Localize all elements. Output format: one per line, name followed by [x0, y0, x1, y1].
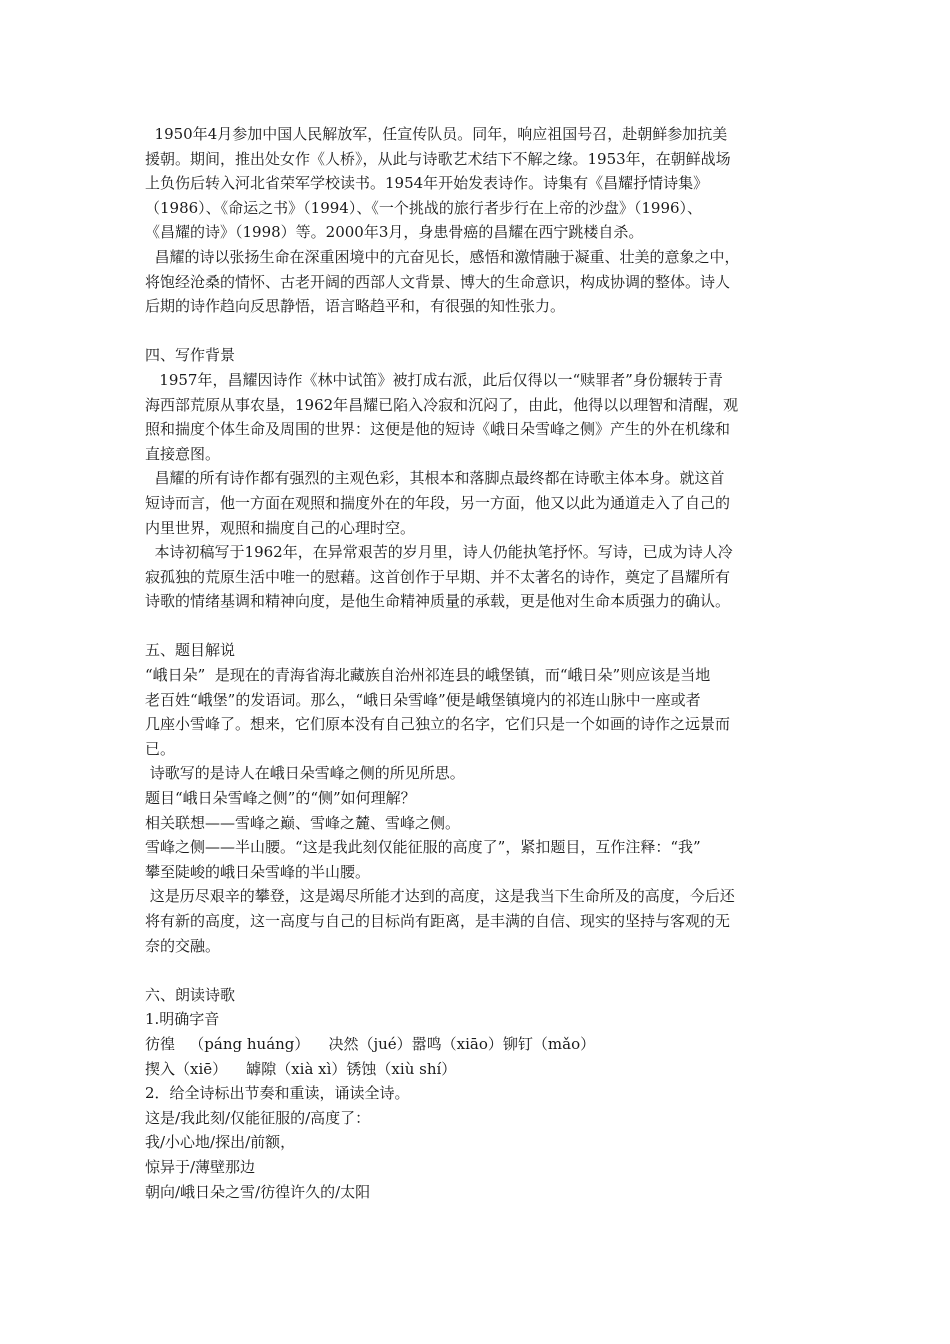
text-line: 雪峰之侧——半山腰。“这是我此刻仅能征服的高度了”，紧扣题目，互作注释：“我” [145, 838, 701, 857]
blank-line [145, 614, 825, 639]
section-heading-background: 四、写作背景 [145, 346, 236, 365]
text-line: 昌耀的诗以张扬生命在深重困境中的亢奋见长，感悟和激情融于凝重、壮美的意象之中， [145, 247, 740, 266]
text-line: 后期的诗作趋向反思静悟，语言略趋平和，有很强的知性张力。 [145, 297, 566, 316]
style-paragraph [145, 245, 825, 319]
text-line: 寂孤独的荒原生活中唯一的慰藉。这首创作于早期、并不太著名的诗作，奠定了昌耀所有 [145, 567, 731, 586]
text-line: 将饱经沧桑的情怀、古老开阔的西部人文背景、博大的生命意识，构成协调的整体。诗人 [145, 272, 731, 291]
pronunciation-line: 彷徨 （páng huáng） 决然（jué）嚣鸣（xiāo）铆钉（mǎo） [145, 1034, 596, 1053]
text-line: 内里世界，观照和揣度自己的心理时空。 [145, 518, 416, 537]
poem-line: 这是/我此刻/仅能征服的/高度了： [145, 1108, 371, 1127]
background-paragraph-3 [145, 540, 825, 614]
association-line: 相关联想——雪峰之巅、雪峰之麓、雪峰之侧。 [145, 813, 461, 832]
section-heading-title-explanation: 五、题目解说 [145, 641, 236, 660]
text-line: 几座小雪峰了。想来，它们原本没有自己独立的名字，它们只是一个如画的诗作之远景而 [145, 715, 731, 734]
explanation-paragraph [145, 835, 825, 884]
subheading-rhythm: 2．给全诗标出节奏和重读，诵读全诗。 [145, 1084, 410, 1103]
text-line: “峨日朵” 是现在的青海省海北藏族自治州祁连县的峨堡镇，而“峨日朵”则应该是当地 [145, 666, 711, 685]
text-line: 攀至陡峻的峨日朵雪峰的半山腰。 [145, 862, 371, 881]
text-line: 援朝。期间，推出处女作《人桥》，从此与诗歌艺术结下不解之缘。1953年，在朝鲜战场 [145, 149, 731, 168]
poem-line: 朝向/峨日朵之雪/彷徨许久的/太阳 [145, 1182, 371, 1201]
pronunciation-line: 揳入（xiē） 罅隙（xià xì）锈蚀（xiù shí） [145, 1059, 457, 1078]
subheading-pronunciation: 1.明确字音 [145, 1010, 220, 1029]
text-line: 直接意图。 [145, 444, 221, 463]
poem-line: 我/小心地/探出/前额， [145, 1133, 296, 1152]
text-line: 1957年，昌耀因诗作《林中试笛》被打成右派，此后仅得以一“赎罪者”身份辗转于青 [145, 370, 723, 389]
text-line: 老百姓“峨堡”的发语词。那么，“峨日朵雪峰”便是峨堡镇境内的祁连山脉中一座或者 [145, 690, 701, 709]
bio-paragraph [145, 122, 825, 245]
text-line: 《昌耀的诗》（1998）等。2000年3月，身患骨癌的昌耀在西宁跳楼自杀。 [145, 223, 644, 242]
section-heading-reading: 六、朗读诗歌 [145, 985, 236, 1004]
poem-excerpt [145, 1106, 825, 1204]
poem-meaning-line: 诗歌写的是诗人在峨日朵雪峰之侧的所见所思。 [145, 764, 465, 783]
question-line: 题目“峨日朵雪峰之侧”的“侧”如何理解？ [145, 789, 416, 808]
text-line: 短诗而言，他一方面在观照和揣度外在的年段，另一方面，他又以此为通道走入了自己的 [145, 493, 731, 512]
text-line: 诗歌的情绪基调和精神向度，是他生命精神质量的承载，更是他对生命本质强力的确认。 [145, 592, 731, 611]
text-line: 这是历尽艰辛的攀登，这是竭尽所能才达到的高度，这是我当下生命所及的高度，今后还 [145, 887, 735, 906]
title-paragraph-1 [145, 663, 825, 761]
text-line: 已。 [145, 739, 176, 758]
title-paragraph-2 [145, 884, 825, 958]
text-line: 上负伤后转入河北省荣军学校读书。1954年开始发表诗作。诗集有《昌耀抒情诗集》 [145, 174, 709, 193]
text-line: 1950年4月参加中国人民解放军，任宣传队员。同年，响应祖国号召，赴朝鲜参加抗美 [145, 125, 728, 143]
text-line: 海西部荒原从事农垦，1962年昌耀已陷入冷寂和沉闷了，由此，他得以以理智和清醒，观 [145, 395, 739, 414]
background-paragraph-1 [145, 368, 825, 466]
document-body [145, 122, 825, 1204]
text-line: 昌耀的所有诗作都有强烈的主观色彩，其根本和落脚点最终都在诗歌主体本身。就这首 [145, 469, 725, 488]
text-line: 照和揣度个体生命及周围的世界：这便是他的短诗《峨日朵雪峰之侧》产生的外在机缘和 [145, 420, 731, 439]
blank-line [145, 958, 825, 983]
pronunciation-list [145, 1032, 825, 1081]
poem-line: 惊异于/薄壁那边 [145, 1157, 256, 1176]
blank-line [145, 319, 825, 344]
text-line: 本诗初稿写于1962年，在异常艰苦的岁月里，诗人仍能执笔抒怀。写诗，已成为诗人冷 [145, 543, 733, 562]
text-line: （1986）、《命运之书》（1994）、《一个挑战的旅行者步行在上帝的沙盘》（1996）、 [145, 198, 703, 217]
text-line: 将有新的高度，这一高度与自己的目标尚有距离，是丰满的自信、现实的坚持与客观的无 [145, 912, 731, 930]
text-line: 奈的交融。 [145, 936, 221, 955]
background-paragraph-2 [145, 466, 825, 540]
